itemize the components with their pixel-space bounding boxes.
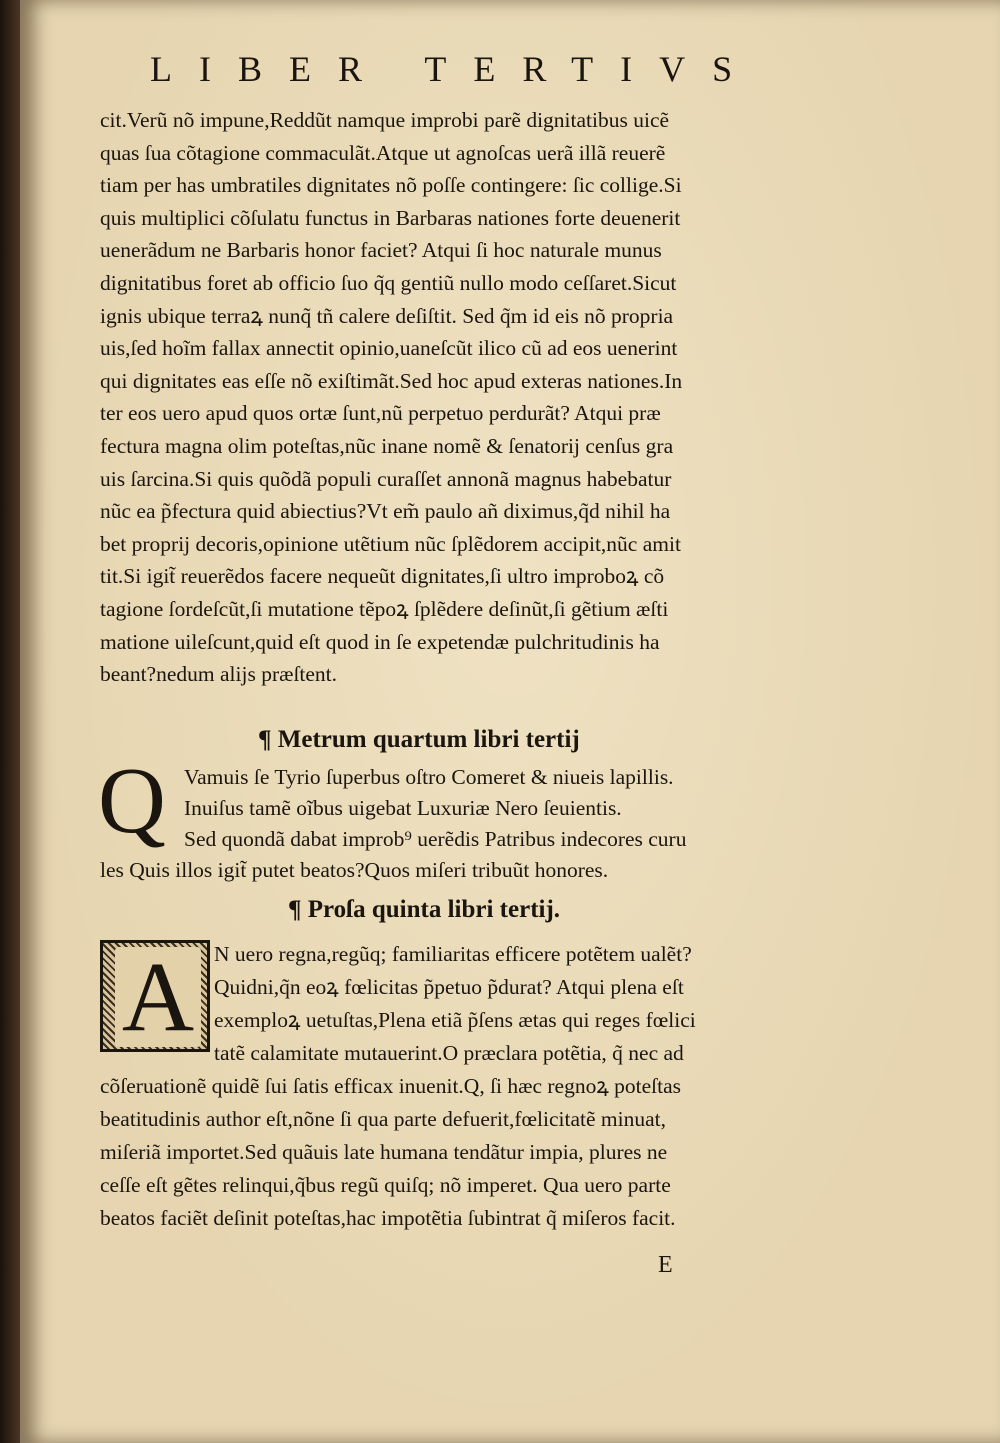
text-line: tiam per has umbratiles dignitates nõ poſſe contingere: ſic collige.Si (100, 173, 682, 198)
text-line: beatitudinis author eſt,nõne ſi qua parte defuerit,fœlicitatẽ minuat, (100, 1107, 666, 1131)
verse-line: Vamuis ſe Tyrio ſuperbus oſtro Comeret & niueis lapillis. (184, 765, 674, 789)
verse-line: les Quis illos igit̃ putet beatos?Quos miſeri tribuũt honores. (100, 858, 609, 882)
verse-line: Sed quondã dabat improb⁹ uerẽdis Patribus indecores curu (184, 827, 687, 851)
text-line: beatos faciẽt deſinit poteſtas,hac impotẽtia ſubintrat q̃ miſeros facit. (100, 1206, 676, 1230)
metrum-verse (98, 749, 860, 886)
text-line: ter eos uero apud quos ortæ ſunt,nũ perpetuo perdurãt? Atqui præ (100, 401, 661, 426)
text-line: ignis ubique terraꝝ nunq̃ tñ calere deſiſtit. Sed q̃m id eis nõ propria (100, 303, 674, 328)
prosa-heading: ¶ Proſa quinta libri tertij. (288, 896, 561, 923)
text-line: uenerãdum ne Barbaris honor faciet? Atqui ſi hoc naturale munus (100, 238, 662, 263)
text-line: matione uileſcunt,quid eſt quod in ſe expetendæ pulchritudinis ha (100, 629, 660, 654)
text-line: miſeriã importet.Sed quãuis late humana tendãtur impia, plures ne (100, 1140, 668, 1164)
text-line: nũc ea p̃fectura quid abiectius?Vt em̃ paulo añ diximus,q̃d nihil ha (100, 499, 671, 524)
text-line: quis multiplici cõſulatu functus in Barbaras nationes forte deuenerit (100, 205, 681, 230)
verse-line: Inuiſus tamẽ oĩbus uigebat Luxuriæ Nero ſeuientis. (184, 796, 622, 820)
text-line: cõſeruationẽ quidẽ ſui ſatis efficax inuenit.Q, ſi hæc regnoꝝ poteſtas (100, 1074, 682, 1098)
text-line: bet proprij decoris,opinione utẽtium nũc ſplẽdorem accipit,nũc amit (100, 531, 681, 556)
prosa-text (100, 938, 860, 1235)
text-line: tagione ſordeſcũt,ſi mutatione tẽpoꝝ ſplẽdere deſinũt,ſi gẽtium æſti (100, 596, 669, 621)
text-line: cit.Verũ nõ impune,Reddũt namque improbi parẽ dignitatibus uicẽ (100, 108, 670, 132)
text-line: tatẽ calamitate mutauerint.O præclara potẽtia, q̃ nec ad (214, 1041, 684, 1065)
text-line: beant?nedum alijs præſtent. (100, 662, 338, 687)
text-line: uis ſarcina.Si quis quõdã populi curaſſet annonã magnus habebatur (100, 466, 672, 491)
text-line: qui dignitates eas eſſe nõ exiſtimãt.Sed hoc apud exteras nationes.In (100, 368, 683, 393)
text-line: ceſſe eſt gẽtes relinqui,q̃bus regũ quiſq; nõ imperet. Qua uero parte (100, 1173, 671, 1197)
initial-letter-q: Q (98, 749, 166, 853)
text-line: tit.Si igit̃ reuerẽdos facere nequeũt dignitates,ſi ultro improboꝝ cõ (100, 564, 665, 589)
metrum-heading: ¶ Metrum quartum libri tertij (258, 726, 580, 753)
text-line: fectura magna olim poteſtas,nũc inane nomẽ & ſenatorij cenſus gra (100, 433, 674, 458)
text-line: dignitatibus foret ab officio ſuo q̃q gentiũ nullo modo ceſſaret.Sicut (100, 270, 677, 295)
book-gutter (0, 0, 20, 1443)
text-line: uis,ſed hoĩm fallax annectit opinio,uaneſcũt ilico cũ ad eos uenerint (100, 336, 678, 361)
text-line: N uero regna,regũq; familiaritas efficere potẽtem ualẽt? (214, 942, 692, 966)
text-line: Quidni,q̃n eoꝝ fœlicitas p̃petuo p̃durat? Atqui plena eſt (214, 975, 684, 999)
text-line: exemploꝝ uetuſtas,Plena etiã p̃ſens ætas qui reges fœlici (214, 1008, 696, 1032)
running-head: LIBER TERTIVS (150, 49, 760, 89)
text-line: quas ſua cõtagione commaculãt.Atque ut agnoſcas uerã illã reuerẽ (100, 140, 666, 165)
signature-mark: E (658, 1252, 673, 1278)
body-text (100, 104, 860, 691)
initial-letter-a: A (115, 947, 201, 1047)
